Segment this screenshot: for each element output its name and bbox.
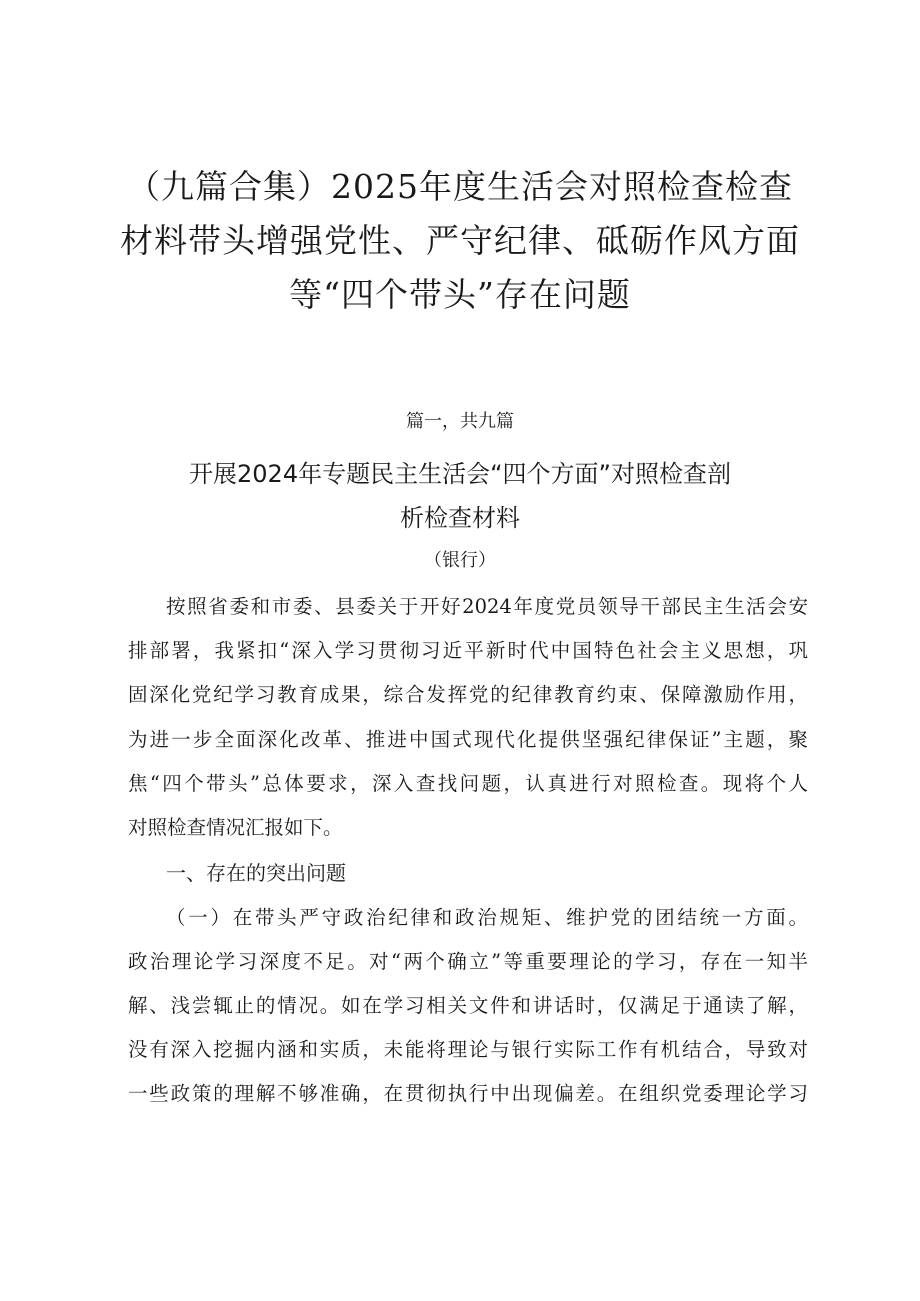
paragraph-line: 没有深入挖掘内涵和实质，未能将理论与银行实际工作有机结合，导致对	[128, 1038, 808, 1061]
paragraph-line: 为进一步全面深化改革、推进中国式现代化提供坚强纪律保证”主题，聚	[128, 728, 808, 751]
paragraph-line: 固深化党纪学习教育成果，综合发挥党的纪律教育约束、保障激励作用，	[128, 683, 808, 706]
paragraph-line: 排部署，我紧扣“深入学习贯彻习近平新时代中国特色社会主义思想，巩	[128, 639, 808, 662]
paragraph-line: 解、浅尝辄止的情况。如在学习相关文件和讲话时，仅满足于通读了解，	[128, 994, 808, 1017]
main-title-line: （九篇合集）2025年度生活会对照检查检查	[127, 167, 793, 206]
sub-title	[150, 452, 770, 540]
paragraph-line: 按照省委和市委、县委关于开好2024年度党员领导干部民主生活会安	[166, 595, 808, 618]
paragraph-line: （一）在带头严守政治纪律和政治规矩、维护党的团结统一方面。	[166, 906, 808, 929]
paragraph-line: 一些政策的理解不够准确，在贯彻执行中出现偏差。在组织党委理论学习	[128, 1082, 808, 1105]
main-title	[100, 160, 820, 322]
paragraph-line: 焦“四个带头”总体要求，深入查找问题，认真进行对照检查。现将个人	[128, 772, 808, 795]
sub-title-line: 析检查材料	[400, 504, 520, 532]
main-title-line: 材料带头增强党性、严守纪律、砥砺作风方面	[120, 221, 800, 260]
organization-label: （银行）	[424, 550, 496, 571]
paragraph-line: 对照检查情况汇报如下。	[128, 816, 343, 839]
part-label: 篇一，共九篇	[406, 411, 514, 432]
section-heading: 一、存在的突出问题	[166, 861, 346, 885]
main-title-line: 等“四个带头”存在问题	[289, 275, 631, 314]
sub-title-line: 开展2024年专题民主生活会“四个方面”对照检查剖	[189, 460, 731, 488]
paragraph-line: 政治理论学习深度不足。对“两个确立”等重要理论的学习，存在一知半	[128, 950, 808, 973]
